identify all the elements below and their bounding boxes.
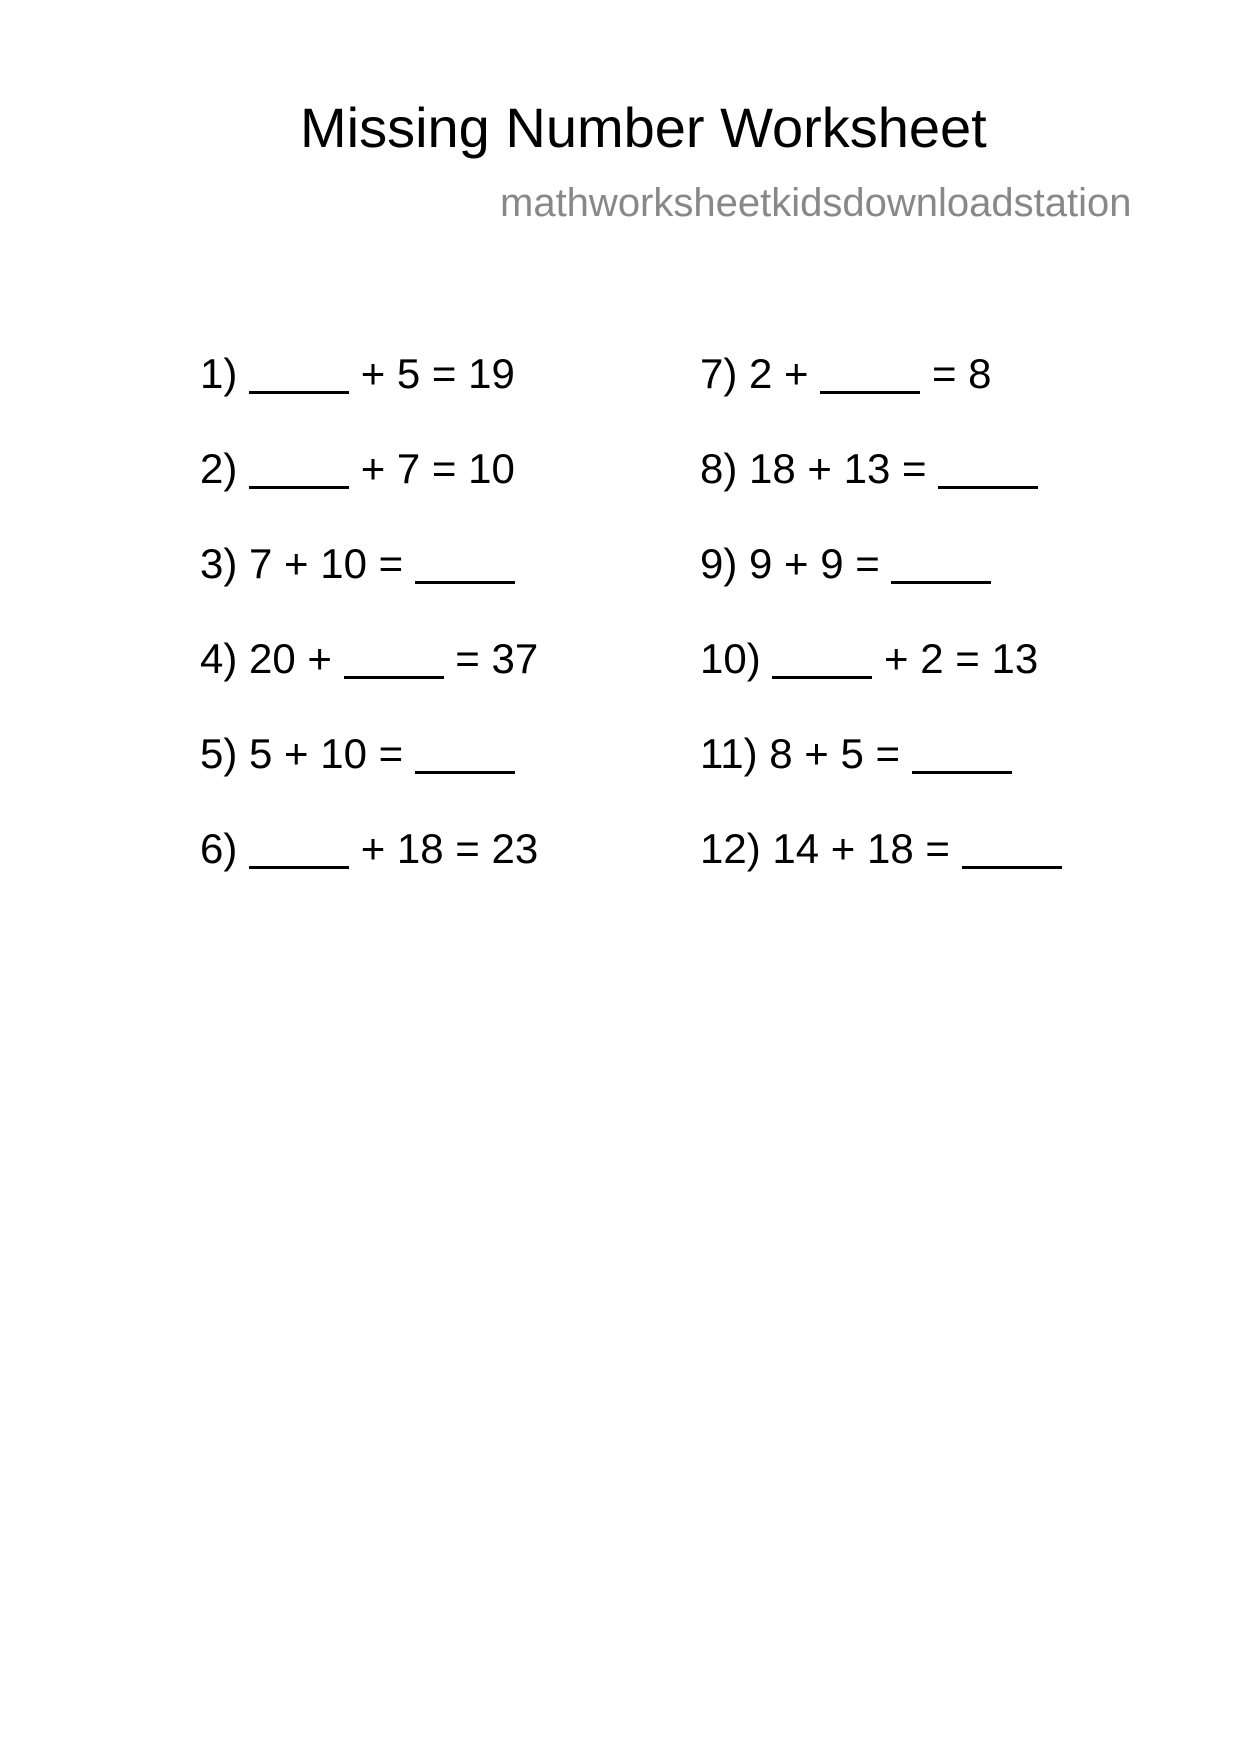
problem-number: 6) bbox=[200, 825, 238, 872]
answer-blank[interactable] bbox=[249, 351, 349, 394]
worksheet-source: mathworksheetkidsdownloadstation bbox=[500, 181, 1132, 225]
answer-blank[interactable] bbox=[772, 636, 872, 679]
problem-number: 5) bbox=[200, 730, 238, 777]
problem-number: 2) bbox=[200, 445, 238, 492]
answer-blank[interactable] bbox=[891, 541, 991, 584]
problem-7 bbox=[700, 350, 992, 398]
problem-11 bbox=[700, 730, 1012, 778]
problem-text: 14 + 18 = bbox=[772, 825, 950, 872]
problem-text: + 5 = 19 bbox=[360, 350, 515, 397]
problem-number: 7) bbox=[700, 350, 738, 397]
answer-blank[interactable] bbox=[415, 541, 515, 584]
problem-1 bbox=[200, 350, 515, 398]
problem-text: = 8 bbox=[931, 350, 992, 397]
problem-10 bbox=[700, 635, 1038, 683]
problem-number: 10) bbox=[700, 635, 761, 682]
answer-blank[interactable] bbox=[344, 636, 444, 679]
problem-text: 18 + 13 = bbox=[749, 445, 927, 492]
answer-blank[interactable] bbox=[249, 446, 349, 489]
problem-number: 8) bbox=[700, 445, 738, 492]
problem-3 bbox=[200, 540, 515, 588]
answer-blank[interactable] bbox=[820, 351, 920, 394]
problem-number: 3) bbox=[200, 540, 238, 587]
problem-text: 9 + 9 = bbox=[749, 540, 880, 587]
problem-4 bbox=[200, 635, 538, 683]
worksheet-title: Missing Number Worksheet bbox=[300, 96, 987, 159]
problem-9 bbox=[700, 540, 991, 588]
problem-text: = 37 bbox=[455, 635, 539, 682]
problem-5 bbox=[200, 730, 515, 778]
problem-number: 1) bbox=[200, 350, 238, 397]
problem-number: 9) bbox=[700, 540, 738, 587]
answer-blank[interactable] bbox=[938, 446, 1038, 489]
problem-12 bbox=[700, 825, 1062, 873]
answer-blank[interactable] bbox=[962, 826, 1062, 869]
problem-number: 4) bbox=[200, 635, 238, 682]
answer-blank[interactable] bbox=[249, 826, 349, 869]
problem-text: + 18 = 23 bbox=[360, 825, 539, 872]
problem-number: 12) bbox=[700, 825, 761, 872]
problem-6 bbox=[200, 825, 538, 873]
problem-text: 8 + 5 = bbox=[769, 730, 901, 777]
answer-blank[interactable] bbox=[415, 731, 515, 774]
problem-text: 2 + bbox=[749, 350, 809, 397]
problem-2 bbox=[200, 445, 515, 493]
problem-text: 7 + 10 = bbox=[249, 540, 404, 587]
problem-8 bbox=[700, 445, 1038, 493]
problem-number: 11) bbox=[700, 730, 758, 777]
problem-text: 5 + 10 = bbox=[249, 730, 404, 777]
problem-text: + 2 = 13 bbox=[884, 635, 1039, 682]
problem-text: + 7 = 10 bbox=[360, 445, 515, 492]
answer-blank[interactable] bbox=[912, 731, 1012, 774]
problem-text: 20 + bbox=[249, 635, 332, 682]
